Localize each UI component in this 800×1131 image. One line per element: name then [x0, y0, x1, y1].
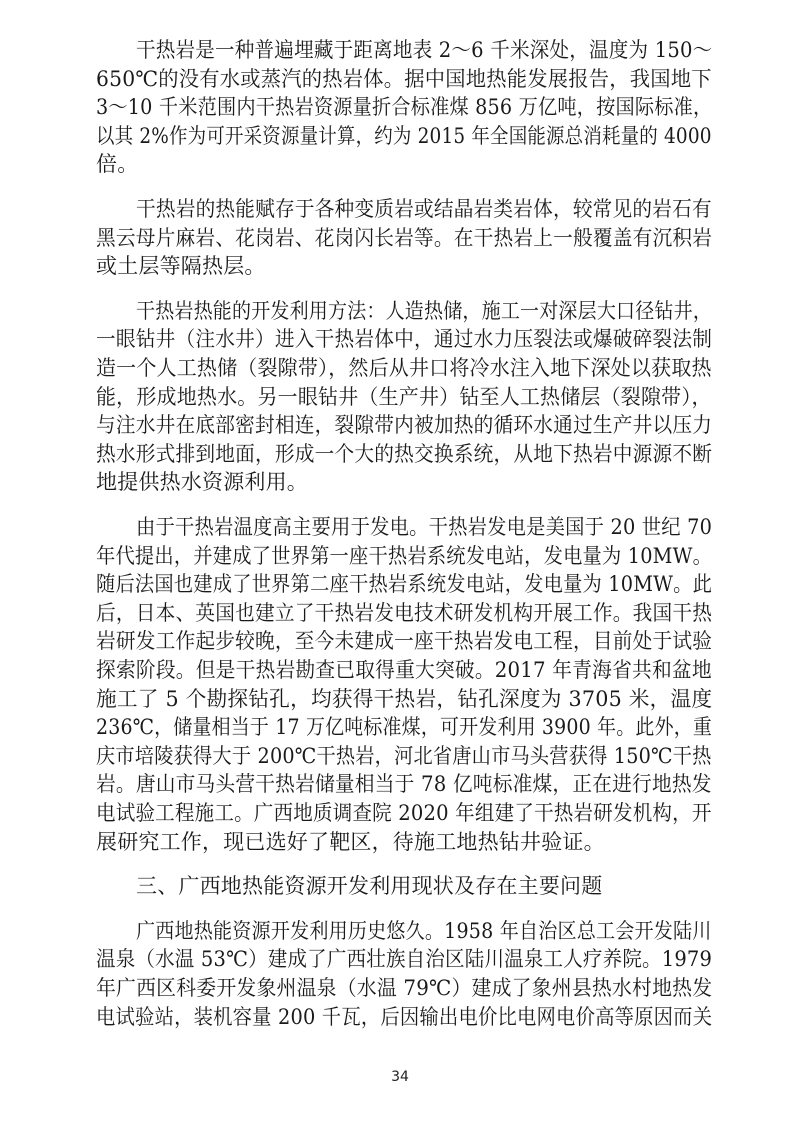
text-line: 一眼钻井（注水井）进入干热岩体中，通过水力压裂法或爆破碎裂法制 — [96, 327, 713, 352]
text-line: 或土层等隔热层。 — [96, 254, 266, 279]
text-line: 展研究工作，现已选好了靶区，待施工地热钻井验证。 — [96, 829, 605, 854]
text-line: 干热岩是一种普遍埋藏于距离地表 2～6 千米深处，温度为 150～ — [136, 38, 713, 62]
text-line: 探索阶段。但是干热岩勘查已取得重大突破。2017 年青海省共和盆地 — [96, 658, 712, 682]
text-line: 与注水井在底部密封相连，裂隙带内被加热的循环水通过生产井以压力 — [96, 413, 713, 438]
text-line: 后，日本、英国也建立了干热岩发电技术研发机构开展工作。我国干热 — [96, 600, 713, 625]
text-line: 岩研发工作起步较晚，至今未建成一座干热岩发电工程，目前处于试验 — [96, 629, 713, 654]
text-line: 广西地热能资源开发利用历史悠久。1958 年自治区总工会开发陆川 — [136, 918, 712, 943]
text-line: 电试验站，装机容量 200 千瓦，后因输出电价比电网电价高等原因而关 — [96, 1004, 713, 1029]
text-line: 庆市培陵获得大于 200℃干热岩，河北省唐山市马头营获得 150℃干热 — [96, 743, 712, 768]
text-line: 236℃，储量相当于 17 万亿吨标准煤，可开发利用 3900 年。此外，重 — [96, 715, 713, 740]
text-line: 由于干热岩温度高主要用于发电。干热岩发电是美国于 20 世纪 70 — [136, 515, 713, 539]
text-line: 以其 2%作为可开采资源量计算，约为 2015 年全国能源总消耗量的 4000 — [96, 123, 712, 148]
text-line: 干热岩热能的开发利用方法：人造热储，施工一对深层大口径钻井， — [136, 298, 713, 323]
page-number: 34 — [391, 1069, 409, 1085]
text-line: 温泉（水温 53℃）建成了广西壮族自治区陆川温泉工人疗养院。1979 — [96, 947, 713, 972]
text-line: 随后法国也建成了世界第二座干热岩系统发电站，发电量为 10MW。此 — [96, 572, 713, 597]
text-line: 3～10 千米范围内干热岩资源量折合标准煤 856 万亿吨，按国际标准， — [96, 95, 713, 120]
text-line: 施工了 5 个勘探钻孔，均获得干热岩，钻孔深度为 3705 米，温度 — [96, 686, 713, 711]
text-line: 年广西区科委开发象州温泉（水温 79℃）建成了象州县热水村地热发 — [96, 976, 713, 1000]
text-line: 能，形成地热水。另一眼钻井（生产井）钻至人工热储层（裂隙带）， — [96, 384, 712, 409]
text-line: 地提供热水资源利用。 — [96, 470, 308, 495]
text-line: 电试验工程施工。广西地质调查院 2020 年组建了干热岩研发机构，开 — [96, 801, 712, 825]
text-line: 干热岩的热能赋存于各种变质岩或结晶岩类岩体，较常见的岩石有 — [136, 197, 712, 221]
section-heading-text: 三、广西地热能资源开发利用现状及存在主要问题 — [136, 874, 603, 899]
text-line: 年代提出，并建成了世界第一座干热岩系统发电站，发电量为 10MW。 — [96, 543, 713, 568]
text-line: 造一个人工热储（裂隙带），然后从井口将冷水注入地下深处以获取热 — [96, 356, 712, 380]
text-line: 岩。唐山市马头营干热岩储量相当于 78 亿吨标准煤，正在进行地热发 — [96, 772, 712, 797]
text-line: 650℃的没有水或蒸汽的热岩体。据中国地热能发展报告，我国地下 — [96, 66, 712, 91]
text-line: 热水形式排到地面，形成一个大的热交换系统，从地下热岩中源源不断 — [96, 441, 713, 466]
text-line: 倍。 — [96, 152, 139, 177]
text-line: 黑云母片麻岩、花岗岩、花岗闪长岩等。在干热岩上一般覆盖有沉积岩 — [96, 225, 713, 250]
